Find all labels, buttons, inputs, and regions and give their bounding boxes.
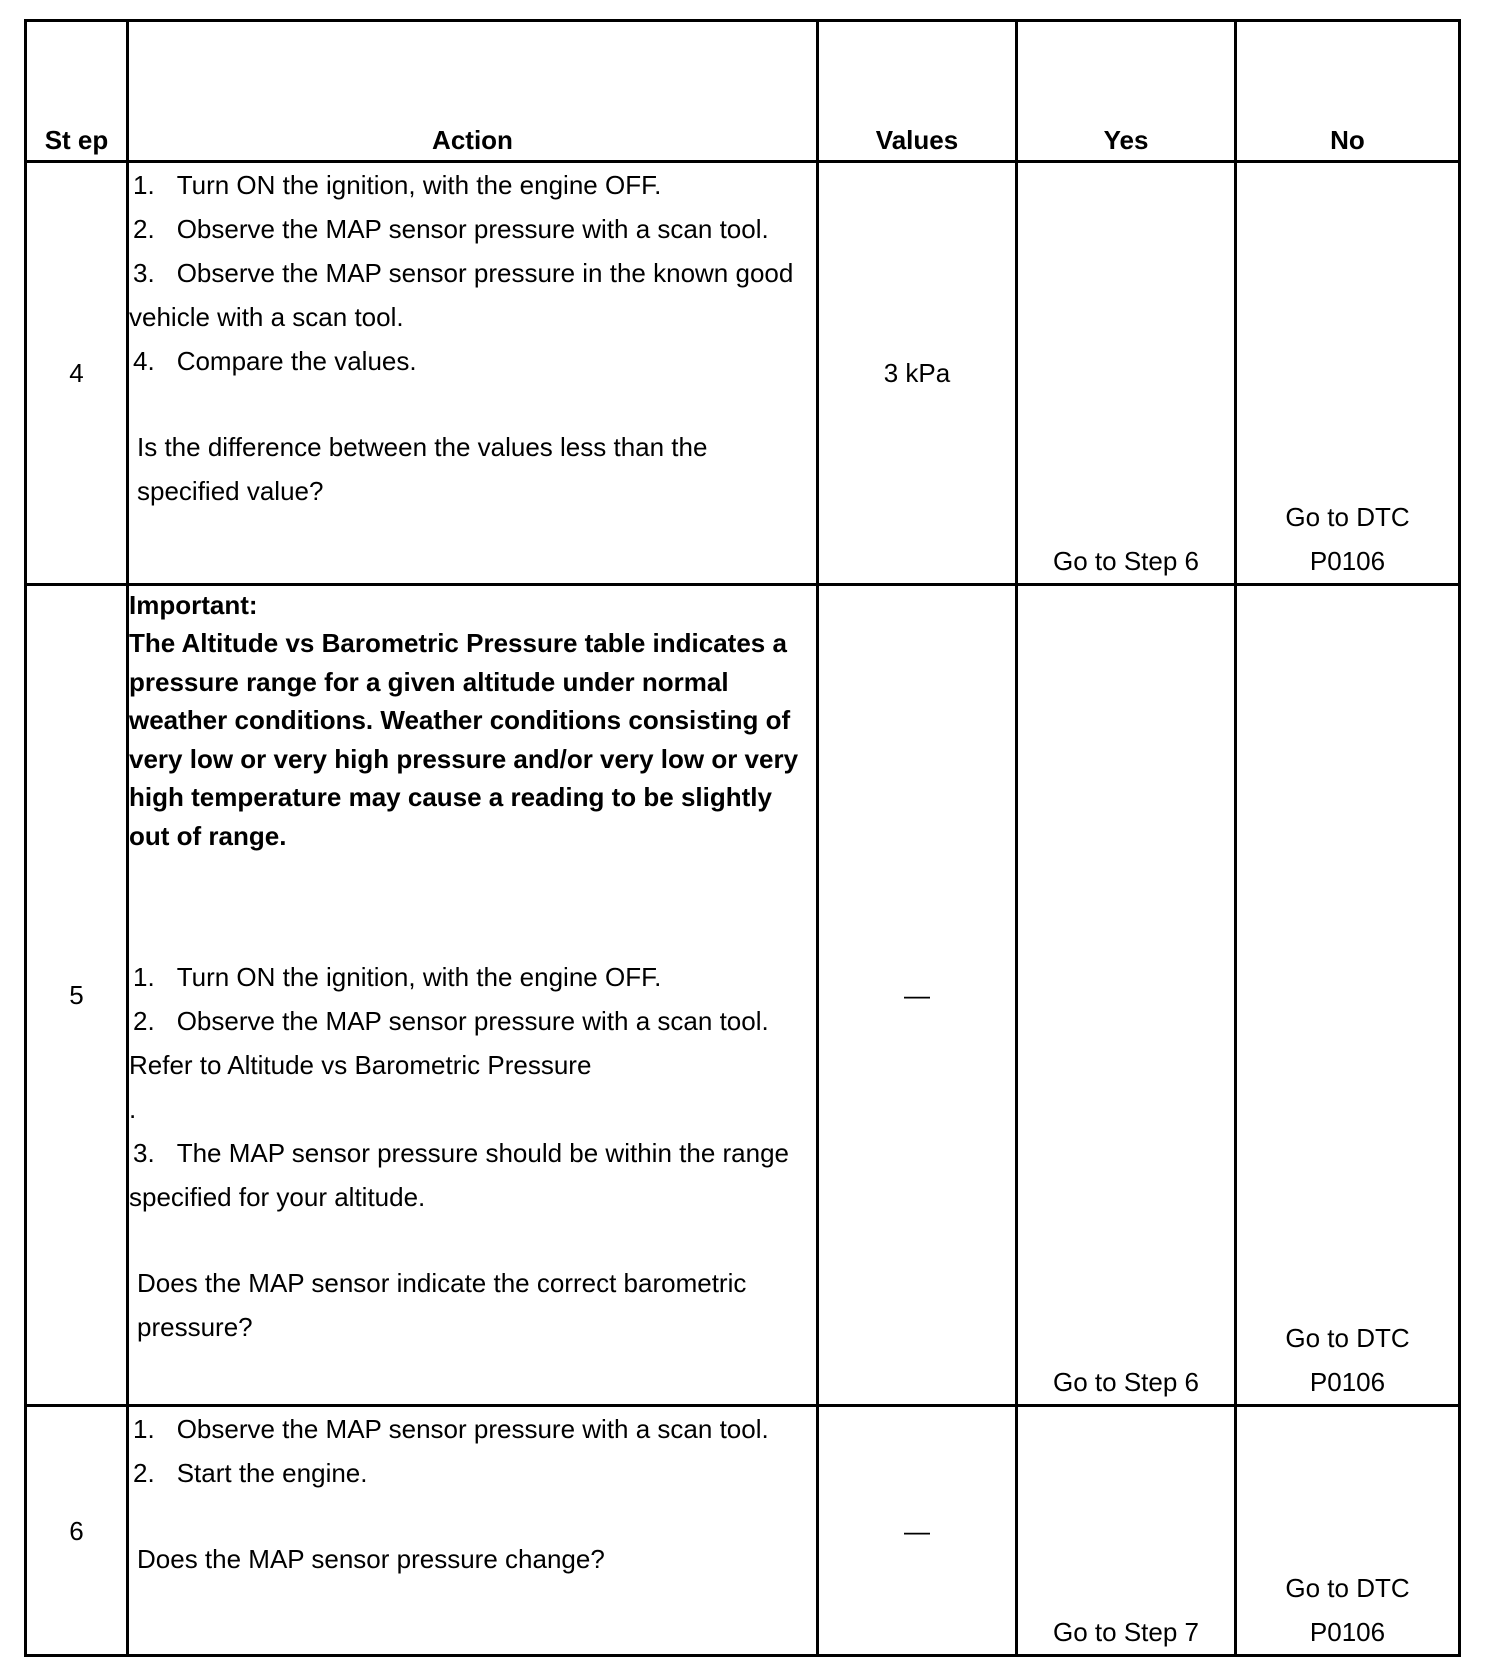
action-item: 1. Turn ON the ignition, with the engine OFF. <box>133 962 662 992</box>
action-item: 1. Turn ON the ignition, with the engine OFF. <box>133 170 662 200</box>
action-question: Is the difference between the values less than the specified value? <box>137 432 708 506</box>
header-yes: Yes <box>1017 21 1236 162</box>
value-cell: — <box>818 1406 1017 1656</box>
action-cell <box>128 585 818 1406</box>
action-item-trailing: . <box>129 1094 137 1124</box>
diagnostic-table <box>24 19 1461 1657</box>
yes-cell: Go to Step 7 <box>1017 1406 1236 1656</box>
table-row-step-4 <box>26 162 1460 585</box>
action-cell <box>128 162 818 585</box>
header-no: No <box>1236 21 1460 162</box>
header-values: Values <box>818 21 1017 162</box>
step-number: 5 <box>26 585 128 1406</box>
no-cell: Go to DTC P0106 <box>1236 1406 1460 1656</box>
value-cell: 3 kPa <box>818 162 1017 585</box>
important-note: The Altitude vs Barometric Pressure table indicates a pressure range for a given altitude under normal weather conditions. Weather conditions consisting of very low or very high pressure and/or very low or very high temperature may cause a reading to be slightly out of range. <box>129 628 799 851</box>
action-item: 3. Observe the MAP sensor pressure in the known good vehicle with a scan tool. <box>129 258 794 332</box>
action-question: Does the MAP sensor pressure change? <box>137 1544 605 1574</box>
step-number: 6 <box>26 1406 128 1656</box>
action-item: 2. Observe the MAP sensor pressure with a scan tool. Refer to Altitude vs Barometric Pressure <box>129 1006 769 1080</box>
action-item: 2. Observe the MAP sensor pressure with a scan tool. <box>133 214 769 244</box>
action-item: 1. Observe the MAP sensor pressure with a scan tool. <box>133 1414 769 1444</box>
step-number: 4 <box>26 162 128 585</box>
yes-cell: Go to Step 6 <box>1017 162 1236 585</box>
yes-cell: Go to Step 6 <box>1017 585 1236 1406</box>
action-cell <box>128 1406 818 1656</box>
table-row-step-6 <box>26 1406 1460 1656</box>
value-cell: — <box>818 585 1017 1406</box>
action-item: 4. Compare the values. <box>133 346 417 376</box>
header-step: St ep <box>26 21 128 162</box>
important-title: Important: <box>129 590 258 620</box>
header-row <box>26 21 1460 162</box>
no-cell: Go to DTC P0106 <box>1236 585 1460 1406</box>
action-item: 2. Start the engine. <box>133 1458 368 1488</box>
action-question: Does the MAP sensor indicate the correct barometric pressure? <box>137 1268 747 1342</box>
header-action: Action <box>128 21 818 162</box>
action-item: 3. The MAP sensor pressure should be within the range specified for your altitude. <box>129 1138 789 1212</box>
table-row-step-5 <box>26 585 1460 1406</box>
no-cell: Go to DTC P0106 <box>1236 162 1460 585</box>
